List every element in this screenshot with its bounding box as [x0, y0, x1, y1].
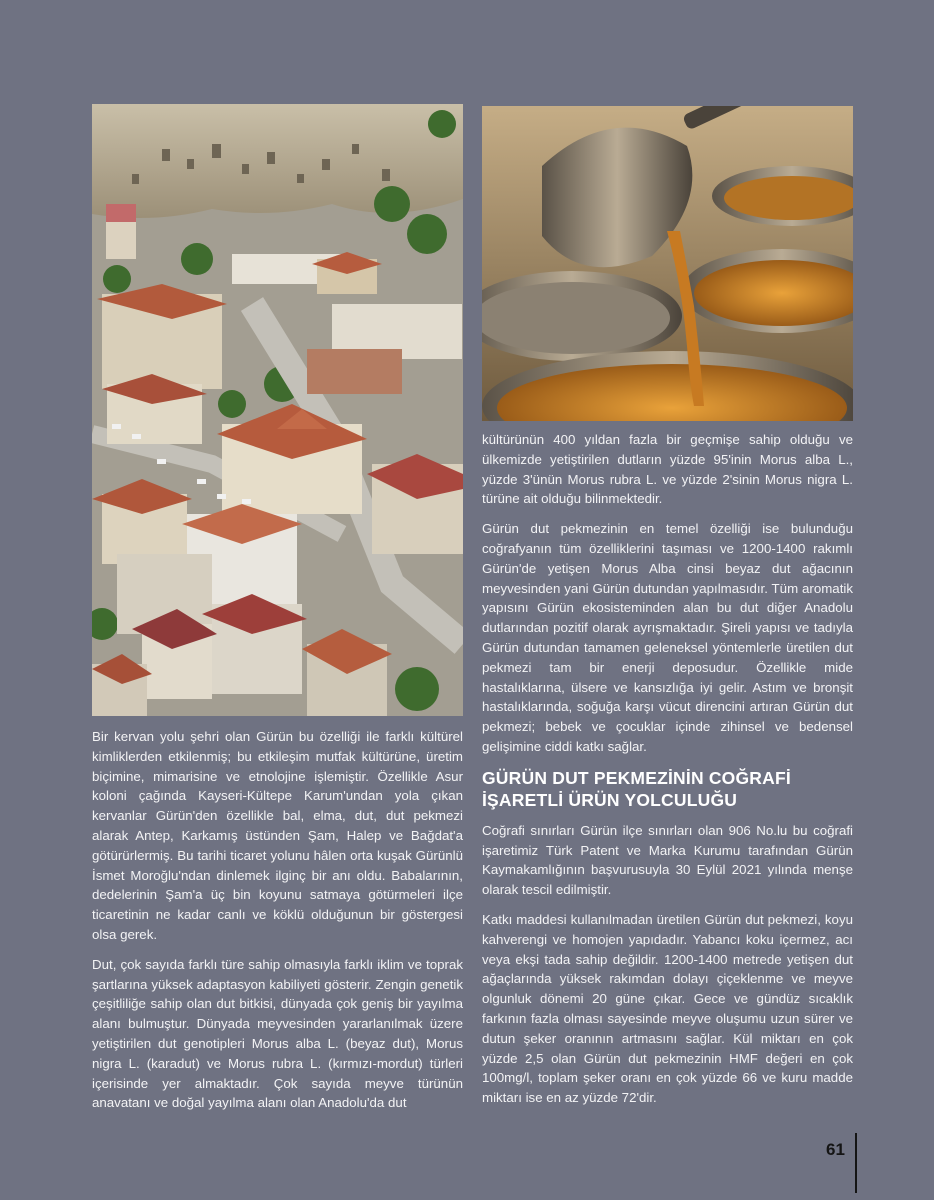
- right-text-column: [482, 430, 853, 1118]
- body-paragraph: Gürün dut pekmezinin en temel özelliği ise bulunduğu coğrafyanın tüm özelliklerini taşıması ve 1200-1400 rakımlı Gürün'de yetişen Morus Alba cinsi beyaz dut ağacının meyvesinden yani Gürün dutundan yapılmasıdır. Tüm aromatik yapısını Gürün ekosisteminden alan bu dut diğer Anadolu dutlarından pozitif olarak ayrışmaktadır. Şireli yapısı ve tadıyla Gürün dutundan tamamen geleneksel yöntemlerle üretilen dut pekmezi tam bir enerji deposudur. Özellikle mide hastalıklarına, ülsere ve kansızlığa iyi gelir. Astım ve bronşit hastalıklarında, soğuğa karşı vücut direncini artıran Gürün dut pekmezi; bebek ve çocuklar içinde zihinsel ve bedensel gelişimine ciddi katkı sağlar.: [482, 521, 853, 754]
- body-paragraph: kültürünün 400 yıldan fazla bir geçmişe sahip olduğu ve ülkemizde yetiştirilen dutların yüzde 95'inin Morus alba L., yüzde 3'ünün Morus rubra L. ve yüzde 2'sinin Morus nigra L. türüne ait olduğu bilinmektedir.: [482, 432, 853, 507]
- body-paragraph: Katkı maddesi kullanılmadan üretilen Gürün dut pekmezi, koyu kahverengi ve homojen yapıdadır. Yabancı koku içermez, acı veya ekşi tada sahip değildir. 1200-1400 metrede yetişen dut ağaçlarında yüksek rakımdan dolayı çiçeklenme ve meyve olgunluk dönemi 20 güne çıkar. Gece ve gündüz sıcaklık farkının fazla olması sayesinde meyve oluşumu uzun sürer ve dutun şeker oranının artmasını sağlar. Kül miktarı en çok yüzde 2,5 olan Gürün dut pekmezinin HMF değeri en çok 100mg/l, toplam şeker oranı en çok yüzde 66 ve kuru madde miktarı ise en az yüzde 72'dir.: [482, 911, 853, 1106]
- section-heading: GÜRÜN DUT PEKMEZİNİN COĞRAFİ İŞARETLİ ÜRÜN YOLCULUĞU: [482, 767, 791, 810]
- left-text-column: [92, 727, 463, 1123]
- molasses-pouring-photo: [482, 106, 853, 421]
- body-paragraph: Coğrafi sınırları Gürün ilçe sınırları olan 906 No.lu bu coğrafi işaretimiz Türk Patent ve Marka Kurumu tarafından Gürün Kaymakamlığının başvurusuyla 30 Eylül 2021 yılında menşe olarak tescil edilmiştir.: [482, 822, 853, 898]
- page-number: 61: [826, 1140, 845, 1159]
- body-paragraph: Bir kervan yolu şehri olan Gürün bu özelliği ile farklı kültürel kimliklerden etkilenmiş; bu etkileşim mutfak kültürüne, üretim biçimine, mimarisine ve etnolojine işlemiştir. Özellikle Asur koloni çağında Kayseri-Kültepe Karum'undan yola çıkan kervanlar Gürün'den özellikle bal, elma, dut, dut pekmezi alarak Antep, Karkamış üstünden Şam, Halep ve Bağdat'a götürürlermiş. Bu tarihi ticaret yolunu hâlen orta kuşak Gürünlü İsmet Moroğlu'ndan dinlemek ilginç bir anı oldu. Babalarının, dedelerinin Şam'a üç bin koyunu satmaya götürmeleri ilçe ticaretinin ne kadar canlı ve köklü olduğunun bir göstergesi olsa gerek.: [92, 729, 463, 942]
- page-number-rule: [855, 1133, 857, 1193]
- town-aerial-photo: [92, 104, 463, 716]
- body-paragraph: Dut, çok sayıda farklı türe sahip olmasıyla farklı iklim ve toprak şartlarına yüksek adaptasyon kabiliyeti gösterir. Zengin genetik çeşitliliğe sahip olan dut bitkisi, dünyada çok geniş bir yayılma alanı bulmuştur. Dünyada meyvesinden yararlanılmak üzere yetiştirilen dut genotipleri Morus alba L. (beyaz dut), Morus nigra L. (karadut) ve Morus rubra L. (kırmızı-mordut) türleri içerisinde yer almaktadır. Çok sayıda meyve türünün anavatanı ve doğal yayılma alanı olan Anadolu'da dut: [92, 956, 463, 1111]
